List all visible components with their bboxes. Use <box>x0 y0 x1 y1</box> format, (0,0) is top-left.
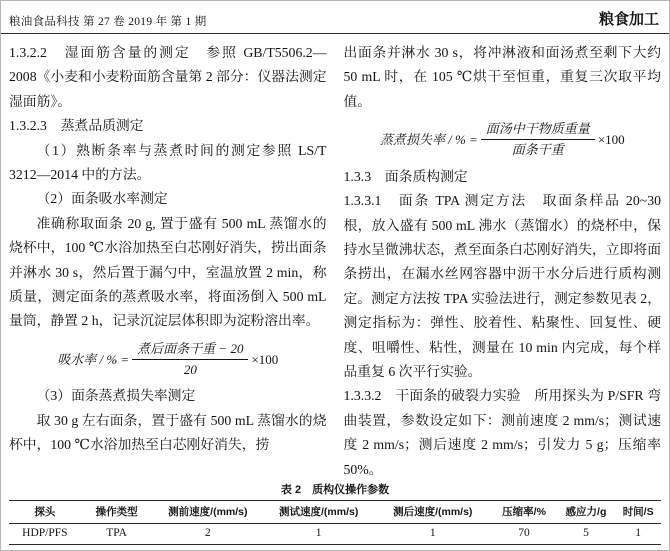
paragraph-1332: 1.3.3.2 干面条的破裂力实验 所用探头为 P/SFR 弯曲装置，参数设定如下：测前速度 2 mm/s；测试速度 2 mm/s；测后速度 2 mm/s；引发力 5 g；压缩率 50%。 <box>343 388 661 476</box>
col-header-test-speed: 测试速度/(mm/s) <box>263 501 374 524</box>
table-header-row <box>9 501 661 524</box>
right-column <box>344 41 662 476</box>
cell-operation-type: TPA <box>106 527 127 539</box>
col-header-probe: 探头 <box>9 501 81 524</box>
col-header-pretest-speed: 测前速度/(mm/s) <box>152 501 263 524</box>
table-title: 表 2 质构仪操作参数 <box>280 484 390 496</box>
two-column-body <box>1 34 669 476</box>
formula-multiplier: ×100 <box>251 351 279 367</box>
formula-numerator: 煮后面条干重 − 20 <box>132 341 248 360</box>
paragraph-1322: 1.3.2.2 湿面筋含量的测定 参照 GB/T5506.2—2008《小麦和小麦粉面筋含量第 2 部分：仪器法测定湿面筋》。 <box>9 45 327 109</box>
cell-trigger-force: 5 <box>583 527 589 539</box>
cell-test-speed: 1 <box>315 527 322 539</box>
paragraph-loss-method-start: 取 30 g 左右面条，置于盛有 500 mL 蒸馏水的烧杯中，100 ℃水浴加热至白芯刚好消失，捞 <box>9 412 327 453</box>
journal-info: 粮油食品科技 第 27 卷 2019 年 第 1 期 <box>9 16 207 28</box>
formula-denominator: 20 <box>183 362 197 378</box>
formula-fraction <box>481 121 595 159</box>
paragraph-item-2: （2）面条吸水率测定 <box>36 191 168 207</box>
section-label: 粮食加工 <box>598 11 659 28</box>
formula-numerator: 面汤中干物质重量 <box>481 121 595 140</box>
page-header <box>1 1 669 34</box>
heading-1323: 1.3.2.3 蒸煮品质测定 <box>9 118 144 134</box>
col-header-trigger-force: 感应力/g <box>557 501 616 524</box>
formula-lhs: 蒸煮损失率 / % = <box>379 131 478 147</box>
cell-posttest-speed: 1 <box>429 527 436 539</box>
cell-time: 1 <box>635 527 642 539</box>
absorption-rate-formula <box>9 341 327 379</box>
table-row <box>9 524 661 545</box>
left-column <box>9 41 327 476</box>
paragraph-item-1: （1）熟断条率与蒸煮时间的测定参照 LS/T 3212—2014 中的方法。 <box>9 142 327 183</box>
paragraph-1331: 1.3.3.1 面条 TPA 测定方法 取面条样品 20~30 根，放入盛有 500 mL 沸水（蒸馏水）的烧杯中，保持水呈微沸状态，煮至面条白芯刚好消失，立即将面条捞出，在漏水丝网容器中沥干水分后进行质构测定。测定方法按 TPA 实验法进行，测定参数见表 2，测定指标为：弹性、胶着性、粘聚性、回复性、硬度、咀嚼性、粘性，测量在 10 min 内完成，每个样品重复 6 次平行实验。 <box>343 193 661 379</box>
paragraph-item-3: （3）面条蒸煮损失率测定 <box>36 388 196 404</box>
col-header-time: 时间/S <box>615 501 661 524</box>
cell-probe: HDP/PFS <box>22 527 68 539</box>
table-2-block <box>1 481 669 545</box>
cooking-loss-formula <box>344 121 662 159</box>
col-header-operation-type: 操作类型 <box>81 501 153 524</box>
paragraph-loss-method-cont: 出面条并淋水 30 s，将冲淋液和面汤煮至剩下大约 50 mL 时，在 105 ℃烘干至恒重，重复三次取平均值。 <box>343 45 661 109</box>
formula-lhs: 吸水率 / % = <box>57 351 130 367</box>
col-header-compression: 压缩率/% <box>491 501 556 524</box>
cell-compression: 70 <box>518 527 530 539</box>
formula-multiplier: ×100 <box>597 131 625 147</box>
paragraph-absorption-method: 准确称取面条 20 g, 置于盛有 500 mL 蒸馏水的烧杯中，100 ℃水浴加热至白芯刚好消失，捞出面条并淋水 30 s，然后置于漏勺中，室温放置 2 min，称质量，测定面条的蒸煮吸水率，将面汤倒入 500 mL 量筒，静置 2 h，记录沉淀层体积即为淀粉溶出率。 <box>9 215 327 329</box>
formula-denominator: 面条干重 <box>511 142 564 158</box>
cell-pretest-speed: 2 <box>204 527 211 539</box>
formula-fraction <box>132 341 248 379</box>
heading-133: 1.3.3 面条质构测定 <box>343 168 468 184</box>
parameters-table <box>9 500 661 545</box>
col-header-posttest-speed: 测后速度/(mm/s) <box>374 501 491 524</box>
